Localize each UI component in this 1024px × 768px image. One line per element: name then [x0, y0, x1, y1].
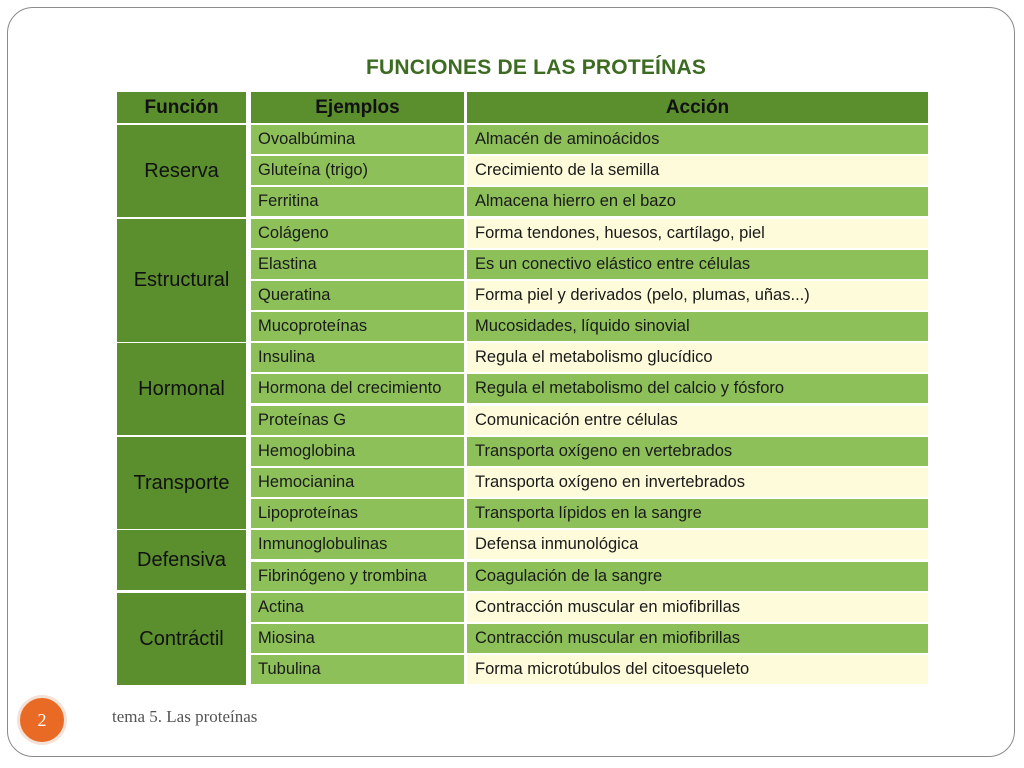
- action-cell: Forma microtúbulos del citoesqueleto: [467, 655, 928, 684]
- example-cell: Elastina: [251, 250, 464, 279]
- footer-text: tema 5. Las proteínas: [112, 707, 258, 726]
- function-cell: Contráctil: [117, 593, 246, 685]
- example-cell: Colágeno: [251, 219, 464, 248]
- action-cell: Es un conectivo elástico entre células: [467, 250, 928, 279]
- example-cell: Hemocianina: [251, 468, 464, 497]
- action-cell: Almacén de aminoácidos: [467, 125, 928, 154]
- action-cell: Transporta oxígeno en invertebrados: [467, 468, 928, 497]
- page-number-badge: 2: [17, 695, 67, 745]
- example-cell: Insulina: [251, 343, 464, 372]
- function-cell: Transporte: [117, 437, 246, 529]
- example-cell: Hemoglobina: [251, 437, 464, 466]
- action-cell: Mucosidades, líquido sinovial: [467, 312, 928, 341]
- example-cell: Gluteína (trigo): [251, 156, 464, 185]
- header-accion: Acción: [467, 92, 928, 123]
- slide-title: FUNCIONES DE LAS PROTEÍNAS: [365, 56, 707, 79]
- action-cell: Forma piel y derivados (pelo, plumas, uñas...): [467, 281, 928, 310]
- function-cell: Hormonal: [117, 343, 246, 435]
- example-cell: Miosina: [251, 624, 464, 653]
- action-cell: Contracción muscular en miofibrillas: [467, 624, 928, 653]
- function-cell: Estructural: [117, 219, 246, 342]
- example-cell: Fibrinógeno y trombina: [251, 562, 464, 591]
- action-cell: Regula el metabolismo glucídico: [467, 343, 928, 372]
- action-cell: Crecimiento de la semilla: [467, 156, 928, 185]
- example-cell: Proteínas G: [251, 406, 464, 435]
- example-cell: Ferritina: [251, 187, 464, 216]
- action-cell: Regula el metabolismo del calcio y fósforo: [467, 374, 928, 403]
- function-cell: Reserva: [117, 125, 246, 217]
- action-cell: Forma tendones, huesos, cartílago, piel: [467, 219, 928, 248]
- action-cell: Defensa inmunológica: [467, 530, 928, 559]
- header-ejemplos: Ejemplos: [251, 92, 464, 123]
- example-cell: Inmunoglobulinas: [251, 530, 464, 559]
- example-cell: Queratina: [251, 281, 464, 310]
- action-cell: Contracción muscular en miofibrillas: [467, 593, 928, 622]
- example-cell: Hormona del crecimiento: [251, 374, 464, 403]
- header-funcion: Función: [117, 92, 246, 123]
- action-cell: Comunicación entre células: [467, 406, 928, 435]
- example-cell: Lipoproteínas: [251, 499, 464, 528]
- action-cell: Transporta lípidos en la sangre: [467, 499, 928, 528]
- action-cell: Almacena hierro en el bazo: [467, 187, 928, 216]
- action-cell: Transporta oxígeno en vertebrados: [467, 437, 928, 466]
- example-cell: Actina: [251, 593, 464, 622]
- example-cell: Mucoproteínas: [251, 312, 464, 341]
- example-cell: Tubulina: [251, 655, 464, 684]
- example-cell: Ovoalbúmina: [251, 125, 464, 154]
- action-cell: Coagulación de la sangre: [467, 562, 928, 591]
- function-cell: Defensiva: [117, 530, 246, 590]
